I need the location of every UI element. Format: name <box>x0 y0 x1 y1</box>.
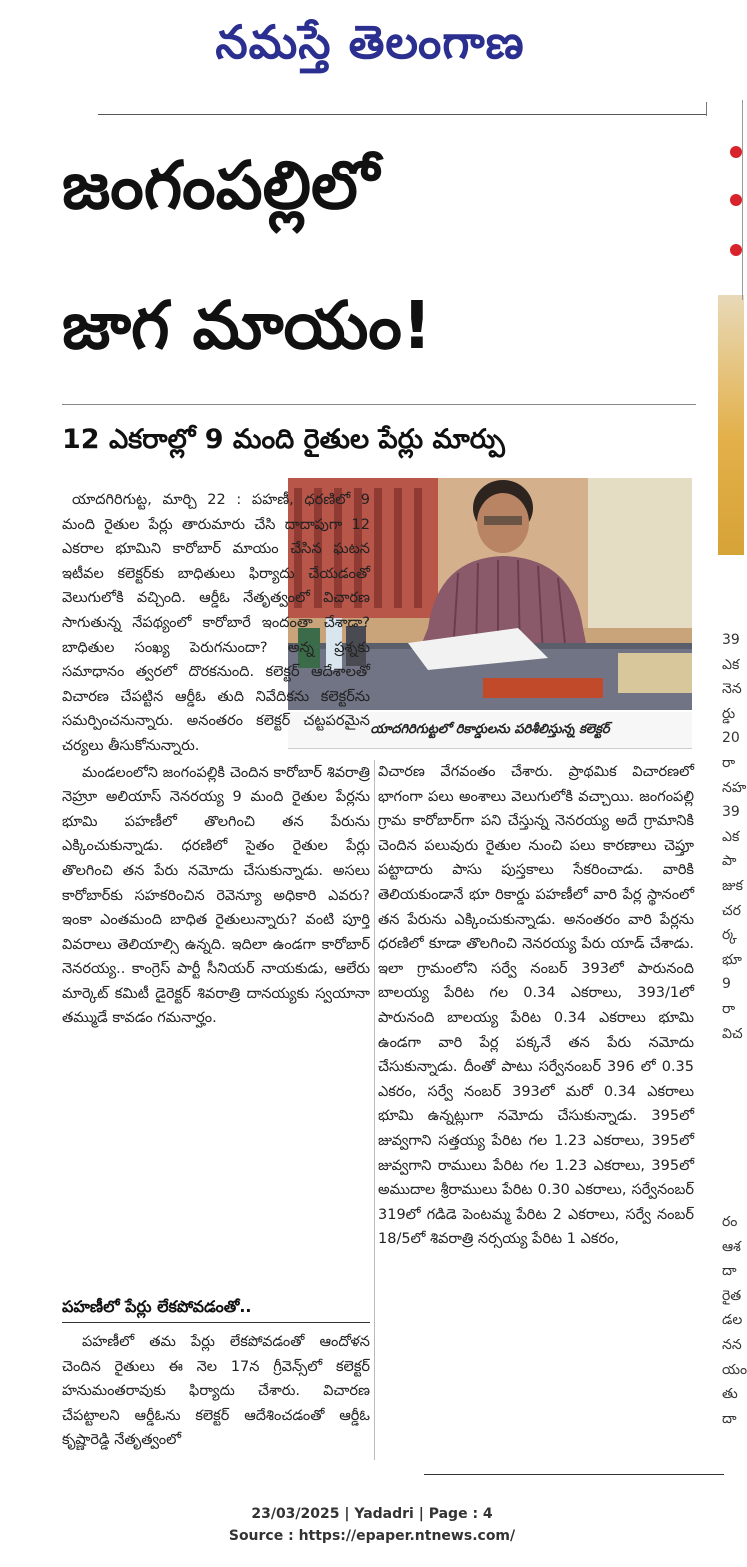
headline-line-1: జంగంపల్లిలో <box>62 147 379 224</box>
adjacent-text-fragment: జుక <box>722 877 743 894</box>
bottom-rule <box>424 1474 724 1475</box>
column-divider <box>374 760 375 1460</box>
adjacent-text-fragment: 20 <box>722 730 740 747</box>
adjacent-text-fragment: రం <box>722 1214 738 1230</box>
left-column <box>62 488 370 1031</box>
adjacent-text-fragment: 39 <box>722 632 740 648</box>
adjacent-article-photo <box>718 295 744 555</box>
adjacent-text-fragment: ఎక <box>722 828 740 845</box>
bullet-icon <box>730 194 742 206</box>
adjacent-text-fragment: యం <box>722 1361 747 1378</box>
adjacent-article-text-bottom <box>722 1210 747 1431</box>
footer-date-page: 23/03/2025 | Yadadri | Page : 4 <box>251 1506 493 1522</box>
left-column-bottom <box>62 1330 370 1453</box>
section-subheading: పహణీలో పేర్లు లేకపోవడంతో.. <box>62 1297 252 1316</box>
edge-divider <box>742 100 743 300</box>
adjacent-text-fragment: 39 <box>722 804 740 821</box>
adjacent-text-fragment: డల <box>722 1312 743 1329</box>
adjacent-text-fragment: దా <box>722 1263 737 1280</box>
adjacent-text-fragment: తు <box>722 1386 738 1403</box>
adjacent-text-fragment: రైత <box>722 1287 742 1304</box>
masthead-logo: నమస్తే తెలంగాణ <box>215 15 525 69</box>
subheading-rule <box>62 1322 370 1323</box>
adjacent-text-fragment: నెన <box>722 681 742 698</box>
bullet-icon <box>730 244 742 256</box>
bullet-icon <box>730 146 742 158</box>
adjacent-text-fragment: భూ <box>722 951 742 968</box>
adjacent-text-fragment: దా <box>722 1410 737 1427</box>
top-rule <box>98 114 706 115</box>
top-rule-tick <box>706 102 707 116</box>
adjacent-text-fragment: ర్క <box>722 927 737 944</box>
left-paragraph-3: పహణీలో తమ పేర్లు లేకపోవడంతో ఆందోళన చెందిన రైతులు ఈ నెల 17న గ్రీవెన్స్‌లో కలెక్టర్ హనుమంతరావుకు ఫిర్యాదు చేశారు. విచారణ చేపట్టాలని ఆర్డీఓను కలెక్టర్ ఆదేశించడంతో ఆర్డీఓ కృష్ణారెడ్డి నేతృత్వంలో <box>62 1334 370 1449</box>
left-paragraph-2: మండలంలోని జంగంపల్లికి చెందిన కారోబార్ శివరాత్రి నెహ్రూ అలియాస్ నెనరయ్య 9 మంది రైతుల పేర్లను భూమి పహణీలో తొలగించి తన పేరును ఎక్కించుకున్నాడు. ధరణిలో సైతం రైతుల పేర్లు తొలగించి తన పేరు నమోదు చేసుకున్నాడు. అసలు కారోబార్‌కు సహకరించిన రెవెన్యూ అధికారి ఎవరు? ఇంకా ఎంతమంది బాధిత రైతులున్నారు? వంటి పూర్తి వివరాలు తెలియాల్సి ఉన్నది. ఇదిలా ఉండగా కారోబార్ నెనరయ్య.. కాంగ్రెస్ పార్టీ సీనియర్ నాయకుడు, ఆలేరు మార్కెట్ కమిటీ డైరెక్టర్ శివరాత్రి దానయ్యకు స్వయానా తమ్ముడే కావడం గమనార్హం. <box>62 764 370 1027</box>
adjacent-text-fragment: ఎక <box>722 656 740 673</box>
adjacent-text-fragment: చర <box>722 902 741 919</box>
adjacent-text-fragment: రా <box>722 1000 736 1017</box>
adjacent-text-fragment: పా <box>722 853 737 870</box>
headline-line-2: జాగ మాయం! <box>62 287 432 364</box>
adjacent-text-fragment: రా <box>722 754 736 771</box>
middle-column <box>378 760 694 1252</box>
subheadline: 12 ఎకరాల్లో 9 మంది రైతుల పేర్లు మార్పు <box>62 424 505 455</box>
footer-source-link[interactable]: Source : https://epaper.ntnews.com/ <box>228 1528 516 1544</box>
adjacent-text-fragment: నహ <box>722 779 747 796</box>
adjacent-text-fragment: ఆశ <box>722 1238 741 1255</box>
adjacent-article-text-top <box>722 628 747 1046</box>
adjacent-text-fragment: 9 <box>722 976 731 993</box>
adjacent-text-fragment: ర్డు <box>722 705 736 722</box>
headline-rule <box>62 404 696 405</box>
middle-paragraph-1: విచారణ వేగవంతం చేశారు. ప్రాథమిక విచారణలో భాగంగా పలు అంశాలు వెలుగులోకి వచ్చాయి. జంగంపల్లి గ్రామ కారోబార్‌గా పని చేస్తున్న నెనరయ్య అదే గ్రామానికి చెందిన పలువురు రైతుల నుంచి పలు కారణాలు చెప్తూ పట్టాదారు పాసు పుస్తకాలు సేకరించాడు. వారికి తెలియకుండానే భూ రికార్డు పహణీలో వారి పేర్ల స్థానంలో తన పేరును ఎక్కించుకున్నాడు. అనంతరం వారి పేర్లను ధరణిలో కూడా తొలగించి నెనరయ్య పేరు యాడ్ చేశాడు. ఇలా గ్రామంలోని సర్వే నంబర్ 393లో పారునంది బాలయ్య పేరిట గల 0.34 ఎకరాలు, 393/1లో పారునంది బాలయ్య పేరిట 0.34 ఎకరాలు భూమి ఉండగా వారి పేర్ల పక్కనే తన పేరు నమోదు చేసుకున్నాడు. దీంతో పాటు సర్వేనంబర్ 396 లో 0.35 ఎకరం, సర్వే నంబర్ 393లో మరో 0.34 ఎకరాలు భూమి ఉన్నట్లుగా నమోదు చేసుకున్నాడు. 395లో జువ్వగాని సత్తయ్య పేరిట గల 1.23 ఎకరాలు, 395లో జువ్వగాని రాములు పేరిట గల 1.23 ఎకరాలు, 395లో అముదాల శ్రీరాములు పేరిట 0.30 ఎకరాలు, సర్వేనంబర్ 319లో గడిడె పెంటమ్మ పేరిట 2 ఎకరాలు, సర్వే నంబర్ 18/5లో శివరాత్రి నర్సయ్య పేరిట 1 ఎకరం, <box>378 764 694 1248</box>
left-paragraph-1: యాదగిరిగుట్ట, మార్చి 22 : పహణీ, ధరణిలో 9 మంది రైతుల పేర్లు తారుమారు చేసి దాదాపుగా 12 ఎకరాల భూమిని కారోబార్ మాయం చేసిన ఘటన ఇటీవల కలెక్టర్‌కు బాధితులు ఫిర్యాదు చేయడంతో వెలుగులోకి వచ్చింది. ఆర్డీఓ నేతృత్వంలో విచారణ సాగుతున్న నేపథ్యంలో కారోబారే ఇందంతా చేశాడా? బాధితుల సంఖ్య పెరుగనుందా? అన్న ప్రశ్నకు సమాధానం త్వరలో దొరకనుంది. కలెక్టర్ ఆదేశాలతో విచారణ చేపట్టిన ఆర్డీఓ తుది నివేదికను కలెక్టర్‌ను సమర్పించనున్నారు. అనంతరం కలెక్టర్ చట్టపరమైన చర్యలు తీసుకోనున్నారు. <box>62 492 370 754</box>
adjacent-text-fragment: విచ <box>722 1025 743 1042</box>
photo-caption: యాదగిరిగుట్టలో రికార్డులను పరిశీలిస్తున్న కలెక్టర్ <box>288 712 692 749</box>
adjacent-text-fragment: నన <box>722 1336 742 1353</box>
